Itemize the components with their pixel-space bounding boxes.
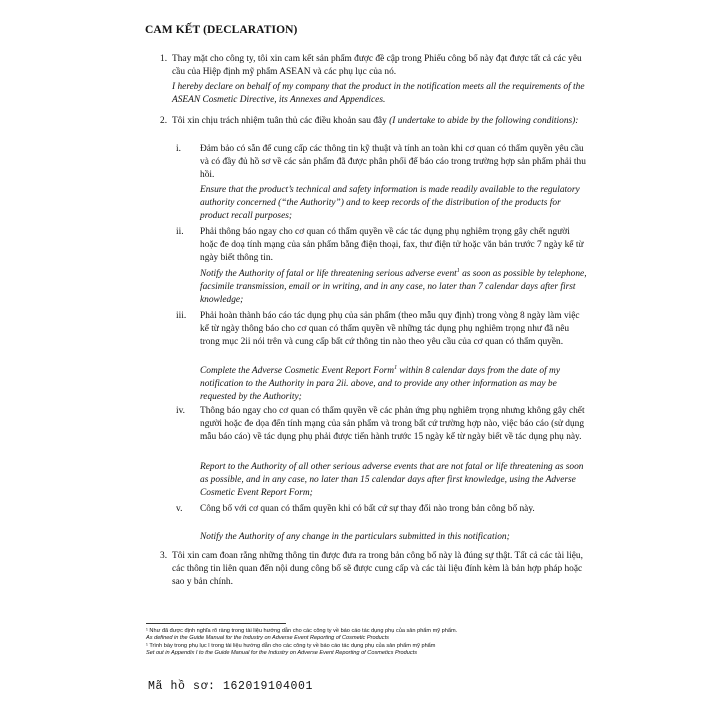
footnote-2-english: Set out in Appendix I to the Guide Manual for the Industry on Adverse Event Reporting of Cosmetics Products: [146, 650, 418, 656]
item-2-text: [172, 115, 588, 128]
subitem-iv-vietnamese: Thông báo ngay cho cơ quan có thẩm quyền về các phản ứng phụ nghiêm trọng nhưng không gây chết người hoặc đe dọa đến tính mạng của sản phẩm và trong bất cứ trường hợp nào, việc báo cáo (sử dụng mẫu báo cáo) về tác dụng phụ phải được tiến hành trước 15 ngày kể từ ngày biết về tác dụng phụ này.: [200, 406, 585, 443]
subitem-iii-vietnamese: Phải hoàn thành báo cáo tác dụng phụ của sản phẩm (theo mẫu quy định) trong vòng 8 ngày làm việc kể từ ngày thông báo cho cơ quan có thẩm quyền về những tác dụng phụ nghiêm trọng như đã nêu trong mục 2ii nói trên và cung cấp bất cứ thông tin nào theo yêu cầu của cơ quan có thẩm quyền.: [200, 311, 580, 348]
footnote-1-english: As defined in the Guide Manual for the Industry on Adverse Event Reporting of Cosmetic Products: [146, 635, 389, 641]
page-title: CAM KẾT (DECLARATION): [145, 24, 298, 36]
item-number: 1.: [160, 54, 168, 64]
footnote-ref: 1: [394, 364, 398, 371]
item-1-vietnamese: Thay mặt cho công ty, tôi xin cam kết sản phẩm được đề cập trong Phiếu công bố này đạt được tất cả các yêu cầu của Hiệp định mỹ phẩm ASEAN và các phụ lục của nó.: [172, 54, 582, 78]
subitem-i-vietnamese: Đảm bảo có sẵn để cung cấp các thông tin kỹ thuật và tính an toàn khi cơ quan có thẩm quyền yêu cầu và có đầy đủ hồ sơ về các sản phẩm đã được phân phối để báo cáo trong trường hợp sản phẩm phải thu hồi.: [200, 144, 586, 181]
subitem-i-english: Ensure that the product’s technical and safety information is made readily available to the regulatory authority concerned (“the Authority”) and to keep records of the distribution of the products for product recall purposes;: [200, 185, 580, 222]
footnote-2-vietnamese: ¹ Trình bày trong phụ lục I trong tài liệu hướng dẫn cho các công ty về báo cáo tác dụng phụ của sản phẩm mỹ phẩm: [146, 643, 436, 649]
item-number: 3.: [160, 551, 168, 561]
subitem-iii-english: Complete the Adverse Cosmetic Event Report Form$^1$ within 8 calendar days from the date of my notification to the Authority in para 2ii. above, and to provide any other information as may be requested by the Authority;: [200, 364, 560, 403]
item-number: 2.: [160, 116, 168, 126]
footnote-ref: 1: [456, 267, 460, 274]
subitem-number: v.: [176, 504, 183, 514]
subitem-number: i.: [176, 144, 181, 154]
subitem-v-english: Notify the Authority of any change in the particulars submitted in this notification;: [200, 532, 510, 542]
subitem-ii-vietnamese: Phải thông báo ngay cho cơ quan có thẩm quyền về các tác dụng phụ nghiêm trọng gây chết người hoặc đe doạ tính mạng của sản phẩm bằng điện thoại, fax, thư điện tử hoặc văn bản trước 7 ngày kể từ ngày biết thông tin.: [200, 227, 584, 264]
subitem-iv-english: Report to the Authority of all other serious adverse events that are not fatal or life threatening as soon as possible, and in any case, no later than 15 calendar days after first knowledge, using the Adverse Cosmetic Event Report Form;: [200, 462, 584, 499]
item-2-english: (I undertake to abide by the following conditions):: [389, 116, 579, 126]
item-1-english: I hereby declare on behalf of my company that the product in the notification meets all the requirements of the ASEAN Cosmetic Directive, its Annexes and Appendices.: [172, 82, 585, 106]
item-2-vietnamese: Tôi xin chịu trách nhiệm tuân thủ các điều khoản sau đây: [172, 116, 387, 126]
document-number: Mã hồ sơ: 162019104001: [148, 680, 314, 693]
subitem-number: ii.: [176, 227, 184, 237]
subitem-number: iii.: [176, 311, 187, 321]
subitem-ii-english: Notify the Authority of fatal or life threatening serious adverse event$^1$ as soon as possible by telephone, facsimile transmission, email or in writing, and in any case, no later than 7 calendar days after first knowledge;: [200, 267, 587, 306]
footnote-divider: [146, 623, 286, 624]
subitem-v-vietnamese: Công bố với cơ quan có thẩm quyền khi có bất cứ sự thay đổi nào trong bản công bố này.: [200, 504, 535, 514]
footnote-1-vietnamese: ¹ Như đã được định nghĩa rõ ràng trong tài liệu hướng dẫn cho các công ty về báo cáo tác dụng phụ của sản phẩm mỹ phẩm.: [146, 628, 458, 634]
subitem-number: iv.: [176, 406, 186, 416]
item-3-vietnamese: Tôi xin cam đoan rằng những thông tin được đưa ra trong bản công bố này là đúng sự thật. Tất cả các tài liệu, các thông tin liên quan đến nội dung công bố sẽ được cung cấp và các tài liệu đính kèm là bản hợp pháp hoặc sao y bản chính.: [172, 551, 583, 588]
